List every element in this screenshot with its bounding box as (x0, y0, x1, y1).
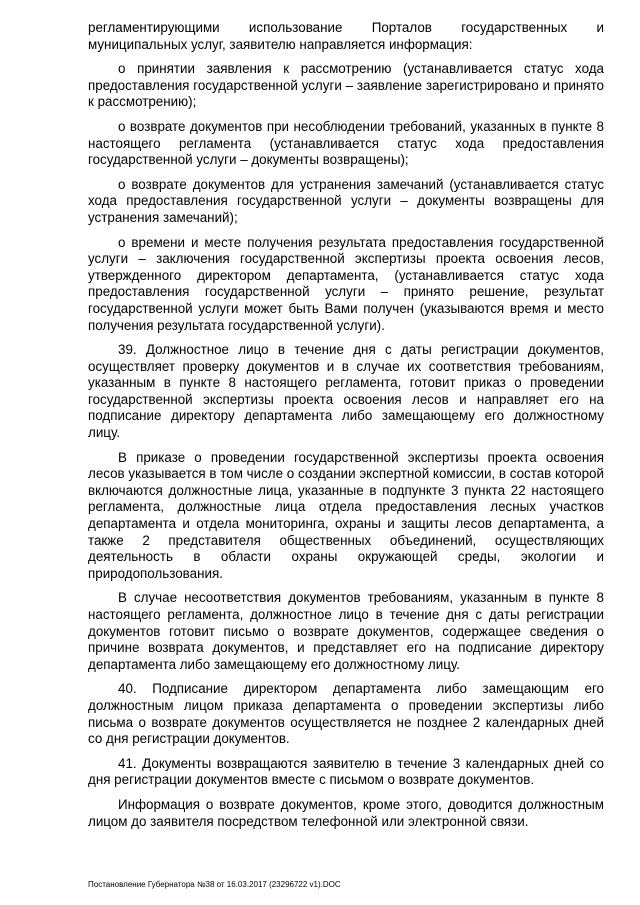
paragraph-order-commission: В приказе о проведении государственной экспертизы проекта освоения лесов указывается в том числе о создании экспертной комиссии, в состав которой включаются должностные лица, указанные в подпункте 3 пункта 22 настоящего регламента, должностные лица отдела предоставления лесных участков департамента и отдела мониторинга, охраны и защиты лесов департамента, а также 2 представителя общественных объединений, осуществляющих деятельность в области охраны окружающей среды, экологии и природопользования. (88, 449, 604, 581)
paragraph-status-result: о времени и месте получения результата предоставления государственной услуги – заключения государственной экспертизы проекта освоения лесов, утвержденного директором департамента, (устанавливается статус хода предоставления государственной услуги – принято решение, результат государственной услуги может быть Вами получен (указываются время и место получения результата государственной услуги). (88, 234, 604, 333)
paragraph-39: 39. Должностное лицо в течение дня с даты регистрации документов, осуществляет проверку документов и в случае их соответствия требованиям, указанным в пункте 8 настоящего регламента, готовит приказ о проведении государственной экспертизы проекта освоения лесов и направляет его на подписание директору департамента либо замещающему его должностному лицу. (88, 342, 604, 441)
paragraph-information: Информация о возврате документов, кроме этого, доводится должностным лицом до заявителя посредством телефонной или электронной связи. (88, 796, 604, 829)
paragraph-status-accepted: о принятии заявления к рассмотрению (устанавливается статус хода предоставления государственной услуги – заявление зарегистрировано и принято к рассмотрению); (88, 61, 604, 110)
paragraph-status-returned-for-fixes: о возврате документов для устранения замечаний (устанавливается статус хода предоставления государственной услуги – документы возвращены для устранения замечаний); (88, 176, 604, 225)
document-footer: Постановление Губернатора №38 от 16.03.2017 (23296722 v1).DOC (88, 880, 341, 889)
paragraph-nonconformity: В случае несоответствия документов требованиям, указанным в пункте 8 настоящего регламента, должностное лицо в течение дня с даты регистрации документов готовит письмо о возврате документов, содержащее сведения о причине возврата документов, и представляет его на подписание директору департамента либо замещающему его должностному лицу. (88, 590, 604, 672)
document-body (88, 20, 604, 838)
paragraph-intro: регламентирующими использование Порталов государственных и муниципальных услуг, заявителю направляется информация: (88, 20, 604, 52)
paragraph-40: 40. Подписание директором департамента либо замещающим его должностным лицом приказа департамента о проведении экспертизы либо письма о возврате документов осуществляется не позднее 2 календарных дней со дня регистрации документов. (88, 681, 604, 747)
paragraph-41: 41. Документы возвращаются заявителю в течение 3 календарных дней со дня регистрации документов вместе с письмом о возврате документов. (88, 755, 604, 788)
paragraph-status-returned: о возврате документов при несоблюдении требований, указанных в пункте 8 настоящего регламента (устанавливается статус хода предоставления государственной услуги – документы возвращены); (88, 118, 604, 168)
